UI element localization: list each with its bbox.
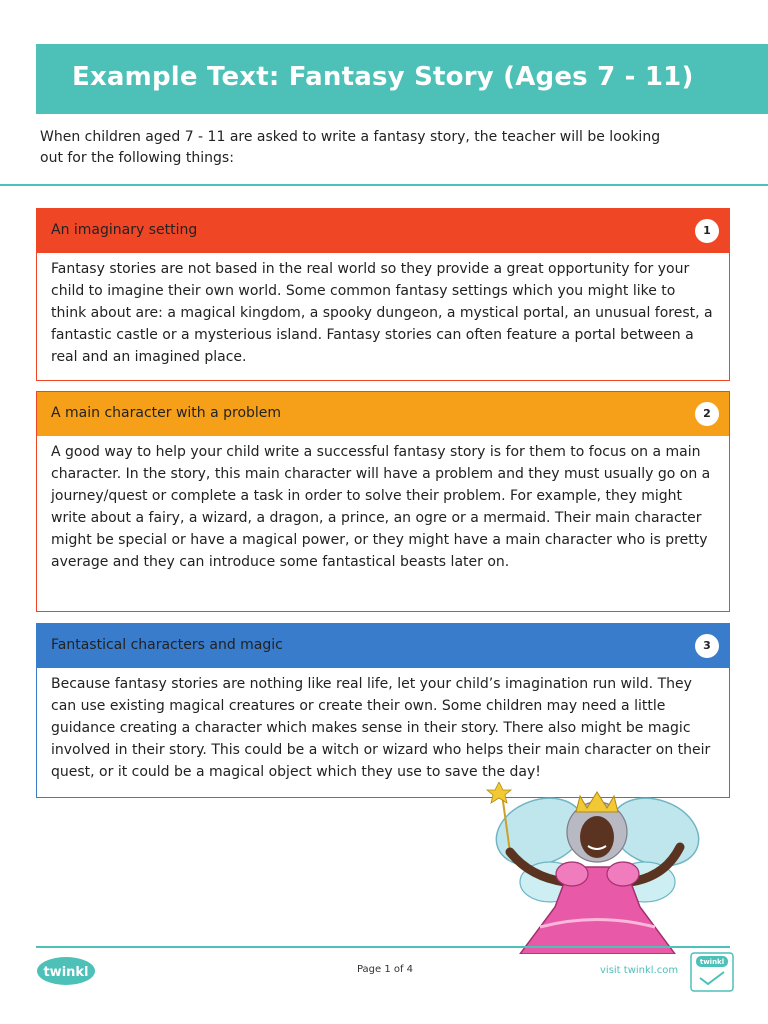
section-number-badge: 1 <box>695 219 719 243</box>
section-title: Fantastical characters and magic <box>51 637 283 653</box>
section-fantastical-characters <box>36 623 730 798</box>
visit-link[interactable]: visit twinkl.com <box>600 965 679 976</box>
footer-divider <box>36 946 730 948</box>
header-banner <box>36 44 768 114</box>
intro-divider <box>0 184 768 186</box>
section-header <box>37 392 729 436</box>
section-body: Because fantasy stories are nothing like real life, let your child’s imagination run wild. They can use existing magical creatures or create their own. Some children may need a little guidance creating a character which makes sense in their story. There also might be magic involved in their story. This could be a witch or wizard who helps their main character on their quest, or it could be a magical object which they use to save the day! <box>51 676 711 780</box>
page-title: Example Text: Fantasy Story (Ages 7 - 11) <box>72 62 694 92</box>
section-main-character <box>36 391 730 612</box>
section-number-badge: 3 <box>695 634 719 658</box>
section-title: A main character with a problem <box>51 405 282 421</box>
section-body: A good way to help your child write a successful fantasy story is for them to focus on a main character. In the story, this main character will have a problem and they must usually go on a journey/quest or complete a task in order to solve their problem. For example, they might write about a fairy, a wizard, a dragon, a prince, an ogre or a mermaid. Their main character might be special or have a magical power, or they might have a main character who is pretty average and they can introduce some fantastical beasts later on. <box>51 444 711 570</box>
section-imaginary-setting <box>36 208 730 381</box>
section-number-badge: 2 <box>695 402 719 426</box>
section-header <box>37 624 729 668</box>
section-title: An imaginary setting <box>51 222 198 238</box>
svg-text:twinkl: twinkl <box>699 958 725 966</box>
section-header <box>37 209 729 253</box>
twinkl-logo-icon <box>36 954 96 986</box>
intro-text: When children aged 7 - 11 are asked to write a fantasy story, the teacher will be looking out for the following things: <box>40 129 661 166</box>
quality-badge-icon <box>690 952 734 992</box>
section-body: Fantasy stories are not based in the real world so they provide a great opportunity for your child to imagine their own world. Some common fantasy settings which you might like to think about are: a magical kingdom, a spooky dungeon, a mystical portal, an unusual forest, a fantastic castle or a mysterious island. Fantasy stories can often feature a portal between a real and an imagined place. <box>51 261 713 365</box>
page-number: Page 1 of 4 <box>356 964 414 975</box>
svg-text:twinkl: twinkl <box>43 965 89 980</box>
fairy-illustration <box>480 782 710 954</box>
